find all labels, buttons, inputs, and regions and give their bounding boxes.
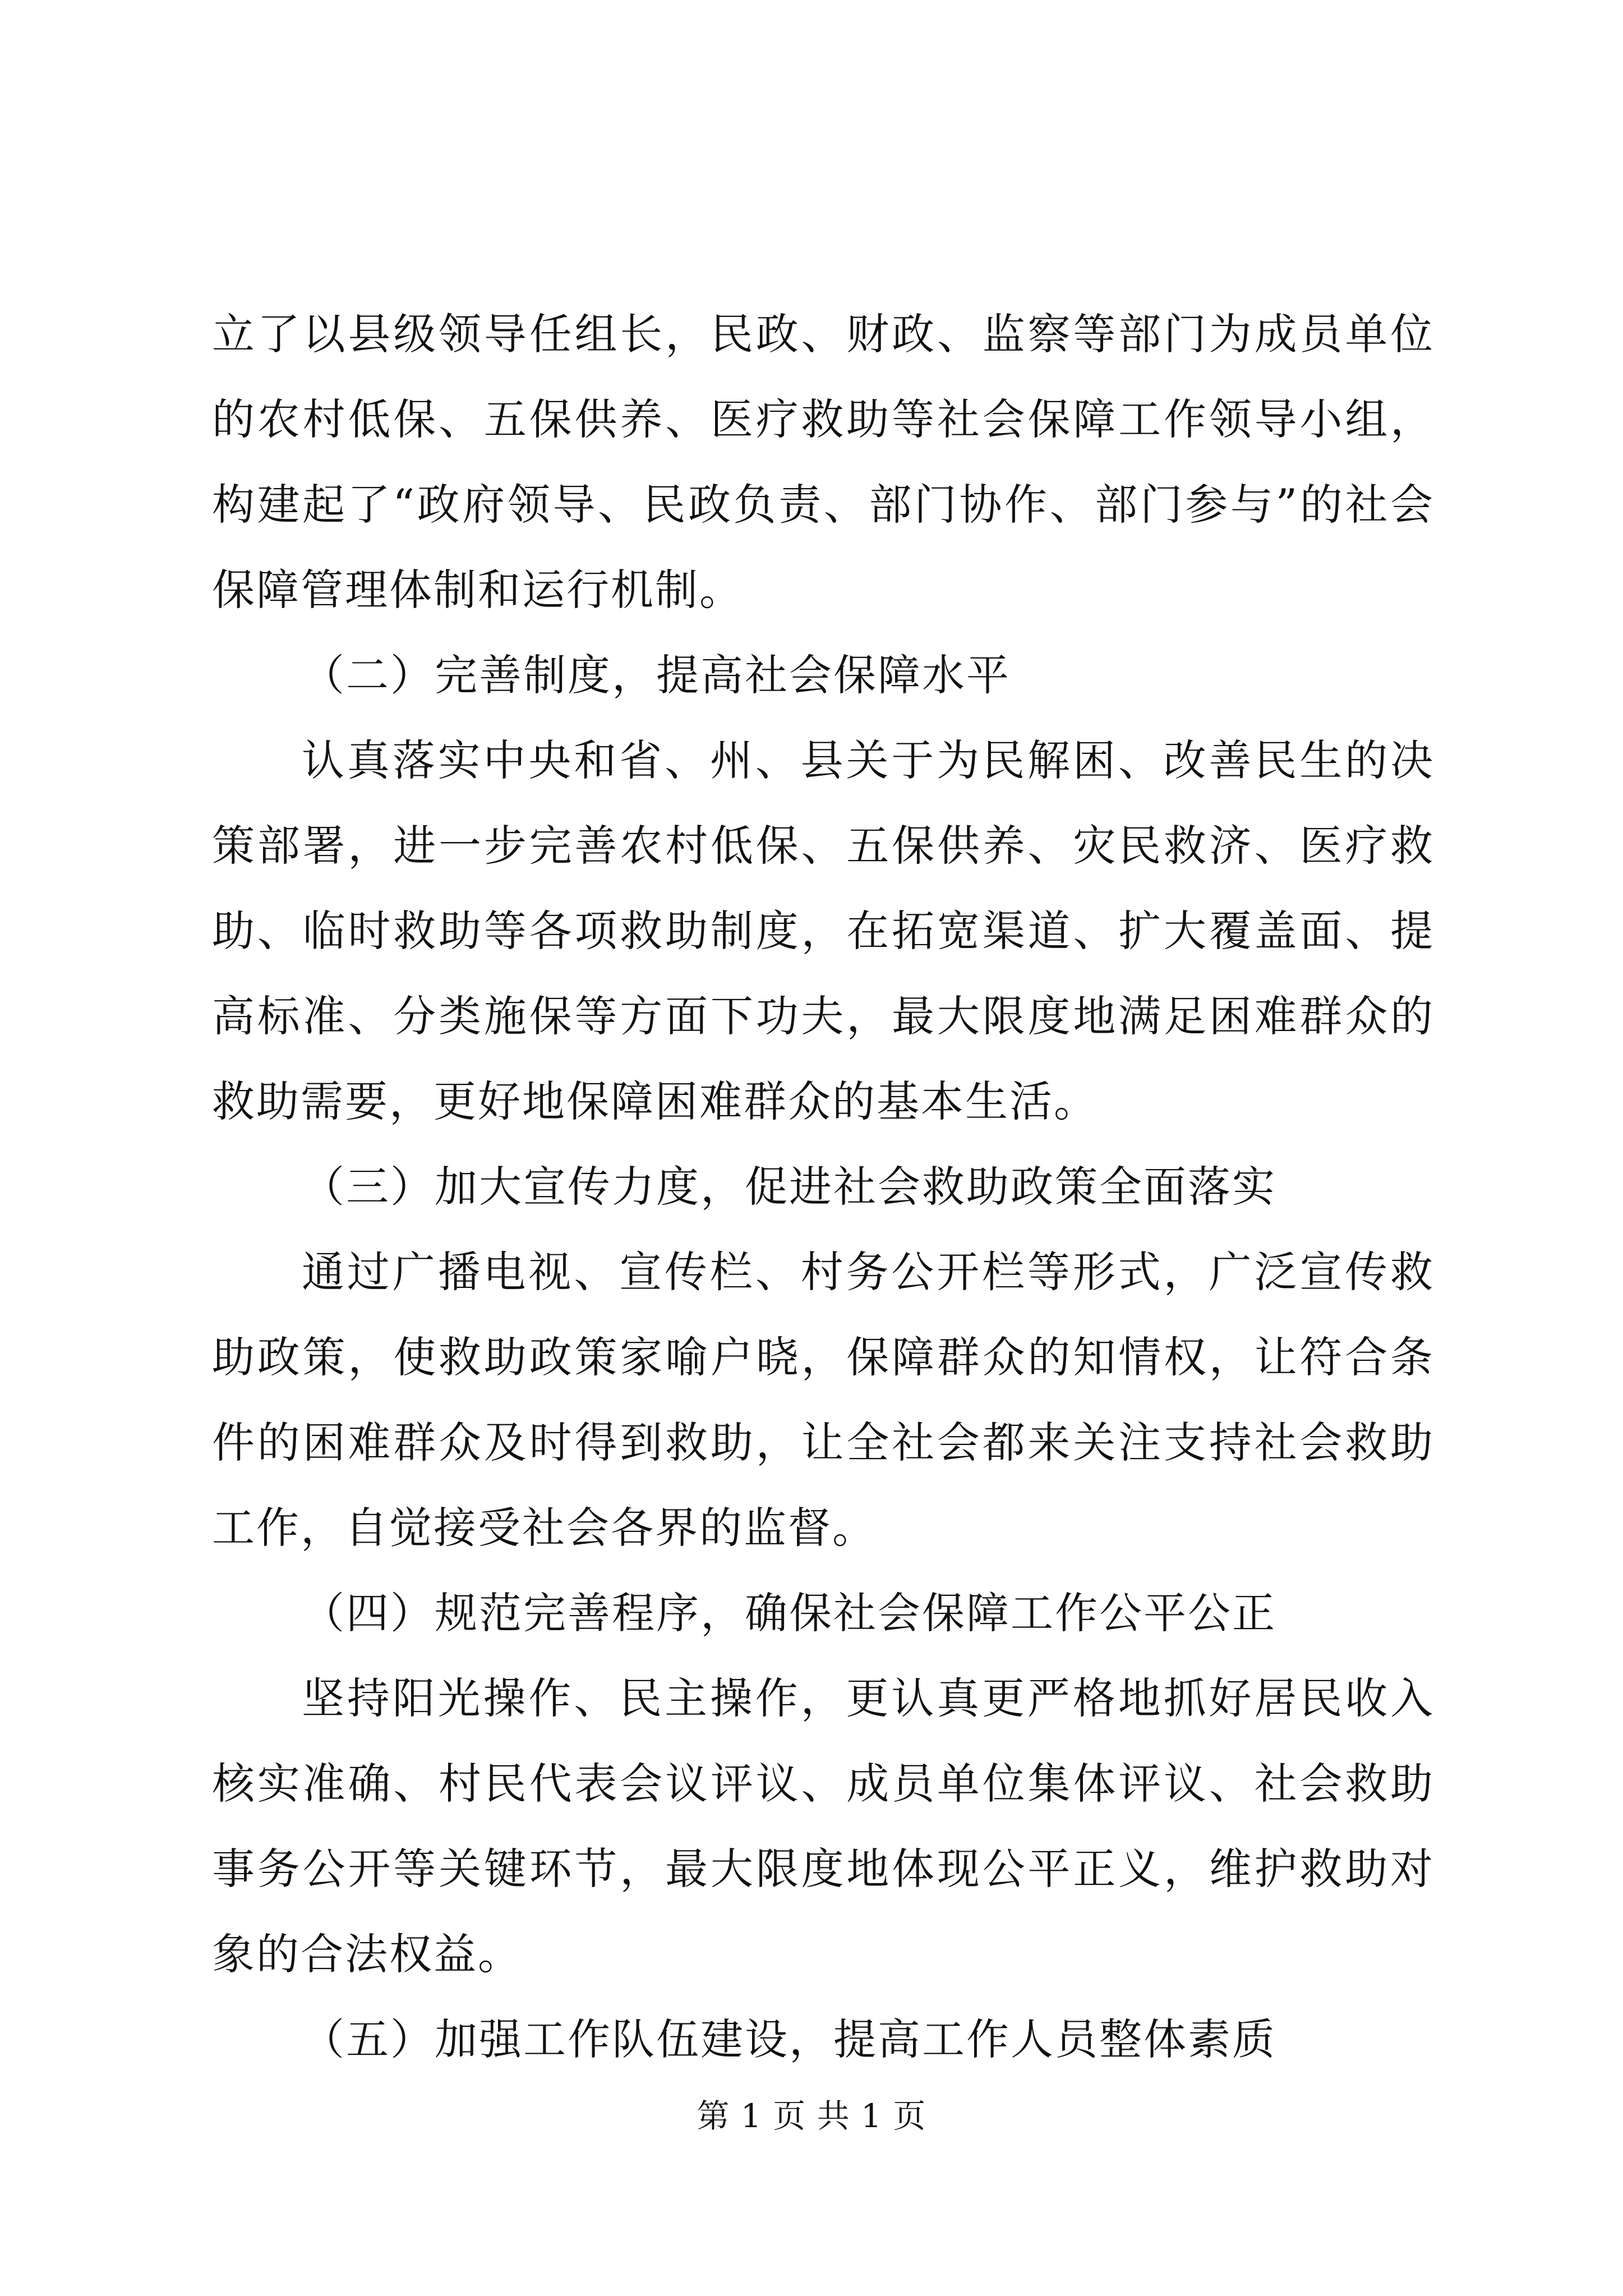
section-heading-4: （四）规范完善程序，确保社会保障工作公平公正 [302,1588,1276,1638]
page-footer: 第 1 页 共 1 页 [697,2097,926,2135]
section-heading-2: （二）完善制度，提高社会保障水平 [302,650,1011,700]
paragraph-section-4: 坚持阳光操作、民主操作，更认真更严格地抓好居民收入核实准确、村民代表会议评议、成员单位集体评议、社会救助事务公开等关键环节，最大限度地体现公平正义，维护救助对象的合法权益。 [212,1673,1435,1979]
section-heading-3: （三）加大宣传力度，促进社会救助政策全面落实 [302,1162,1276,1212]
paragraph-section-3: 通过广播电视、宣传栏、村务公开栏等形式，广泛宣传救助政策，使救助政策家喻户晓，保障群众的知情权，让符合条件的困难群众及时得到救助，让全社会都来关注支持社会救助工作，自觉接受社会各界的监督。 [212,1247,1435,1553]
document-body [212,292,1435,2082]
section-heading-5: （五）加强工作队伍建设，提高工作人员整体素质 [302,2014,1276,2064]
paragraph-continuation: 立了以县级领导任组长，民政、财政、监察等部门为成员单位的农村低保、五保供养、医疗救助等社会保障工作领导小组，构建起了“政府领导、民政负责、部门协作、部门参与”的社会保障管理体制和运行机制。 [212,309,1435,615]
paragraph-section-2: 认真落实中央和省、州、县关于为民解困、改善民生的决策部署，进一步完善农村低保、五保供养、灾民救济、医疗救助、临时救助等各项救助制度，在拓宽渠道、扩大覆盖面、提高标准、分类施保等方面下功夫，最大限度地满足困难群众的救助需要，更好地保障困难群众的基本生活。 [212,735,1435,1126]
